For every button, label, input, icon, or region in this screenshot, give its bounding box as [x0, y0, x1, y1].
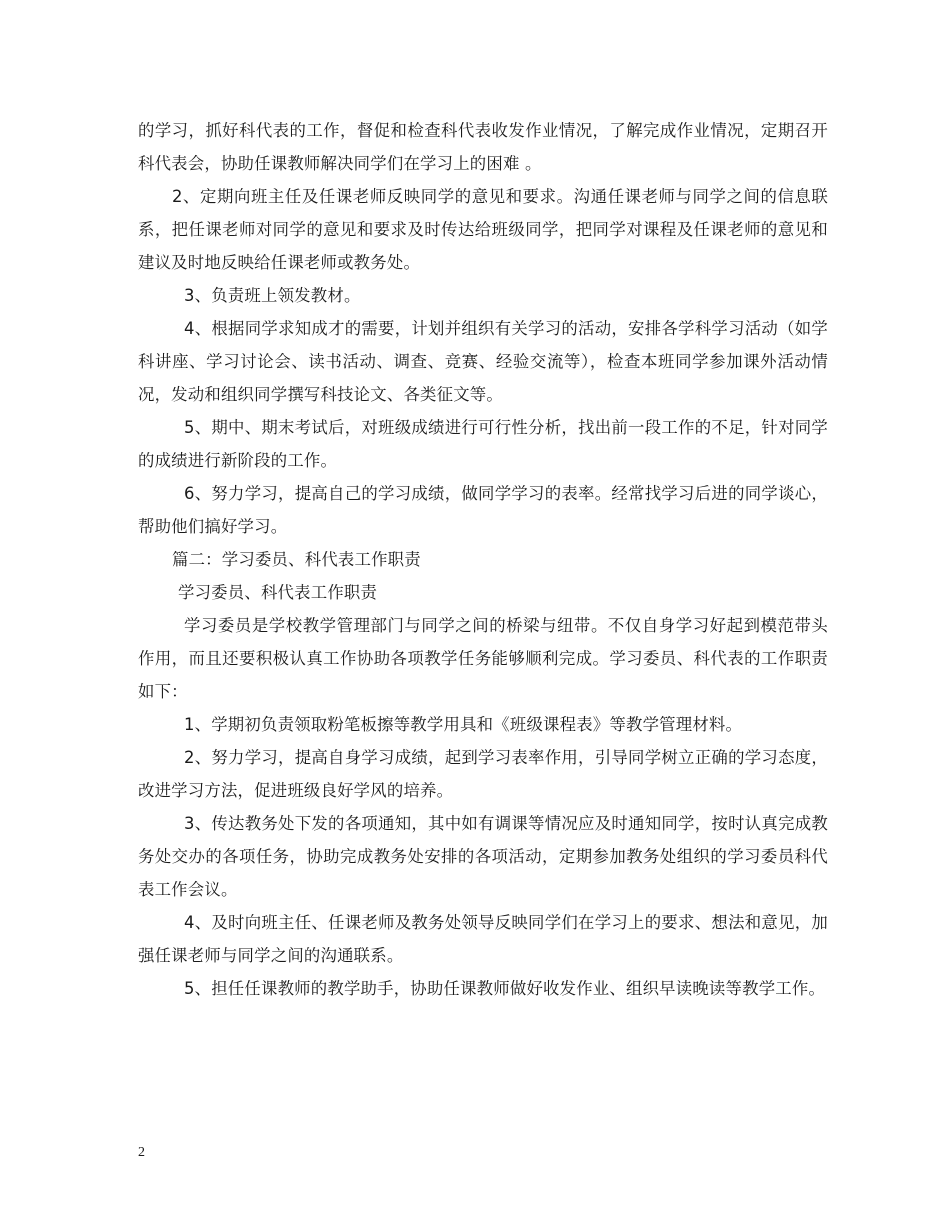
paragraph-6: 6、努力学习，提高自己的学习成绩，做同学学习的表率。经常找学习后进的同学谈心，帮助他们搞好学习。 — [138, 484, 828, 536]
paragraph-1: 的学习，抓好科代表的工作，督促和检查科代表收发作业情况，了解完成作业情况，定期召开科代表会，协助任课教师解决同学们在学习上的困难 。 — [138, 121, 828, 173]
page-number: 2 — [138, 1145, 145, 1160]
section-heading: 篇二：学习委员、科代表工作职责 — [172, 550, 421, 569]
paragraph-5: 5、期中、期末考试后，对班级成绩进行可行性分析，找出前一段工作的不足，针对同学的成绩进行新阶段的工作。 — [138, 418, 828, 470]
duty-item-5: 5、担任任课教师的教学助手，协助任课教师做好收发作业、组织早读晚读等教学工作。 — [184, 979, 826, 998]
duty-item-1: 1、学期初负责领取粉笔板擦等教学用具和《班级课程表》等教学管理材料。 — [184, 715, 743, 734]
duty-item-4: 4、及时向班主任、任课老师及教务处领导反映同学们在学习上的要求、想法和意见，加强任课老师与同学之间的沟通联系。 — [138, 913, 828, 965]
duty-item-3: 3、传达教务处下发的各项通知，其中如有调课等情况应及时通知同学，按时认真完成教务处交办的各项任务，协助完成教务处安排的各项活动，定期参加教务处组织的学习委员科代表工作会议。 — [138, 814, 828, 899]
paragraph-4: 4、根据同学求知成才的需要，计划并组织有关学习的活动，安排各学科学习活动（如学科讲座、学习讨论会、读书活动、调查、竞赛、经验交流等），检查本班同学参加课外活动情况，发动和组织同学撰写科技论文、各类征文等。 — [138, 319, 828, 404]
document-body — [138, 114, 828, 1005]
duty-item-2: 2、努力学习，提高自身学习成绩，起到学习表率作用，引导同学树立正确的学习态度，改进学习方法，促进班级良好学风的培养。 — [138, 748, 828, 800]
paragraph-3: 3、负责班上领发教材。 — [184, 286, 361, 305]
paragraph-2: 2、定期向班主任及任课老师反映同学的意见和要求。沟通任课老师与同学之间的信息联系，把任课老师对同学的意见和要求及时传达给班级同学，把同学对课程及任课老师的意见和建议及时地反映给任课老师或教务处。 — [138, 187, 828, 272]
paragraph-intro: 学习委员是学校教学管理部门与同学之间的桥梁与纽带。不仅自身学习好起到模范带头作用，而且还要积极认真工作协助各项教学任务能够顺利完成。学习委员、科代表的工作职责如下： — [138, 616, 828, 701]
section-title: 学习委员、科代表工作职责 — [178, 583, 378, 602]
